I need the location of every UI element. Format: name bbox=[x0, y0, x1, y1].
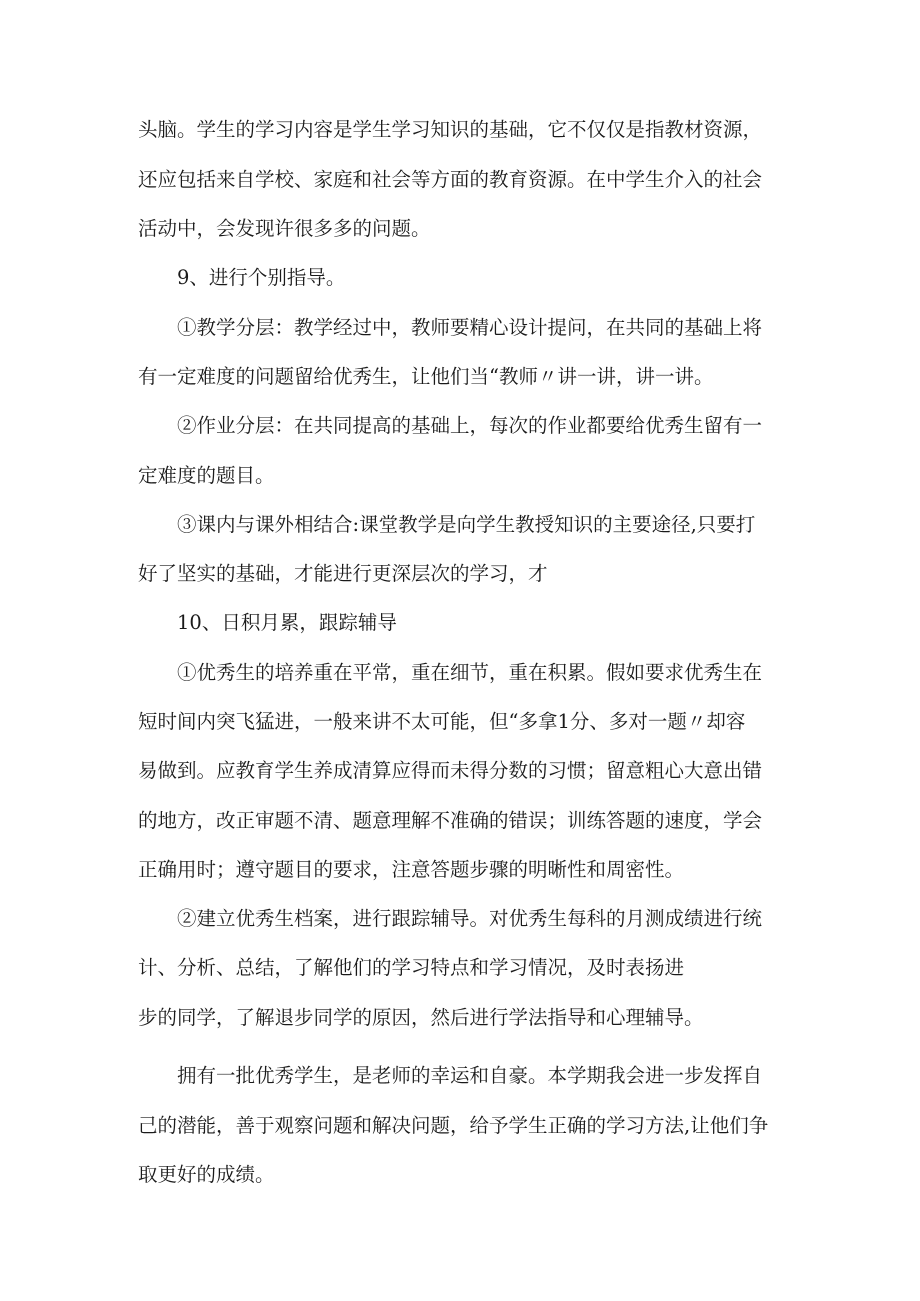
text-line: 步的同学，了解退步同学的原因，然后进行学法指导和心理辅导。 bbox=[138, 1006, 704, 1029]
text-line: 头脑。学生的学习内容是学生学习知识的基础，它不仅仅是指教材资源， bbox=[138, 118, 763, 141]
text-line: 活动中，会发现许很多多的问题。 bbox=[138, 217, 431, 240]
text-line: 还应包括来自学校、家庭和社会等方面的教育资源。在中学生介入的社会 bbox=[138, 168, 763, 191]
text-line: 己的潜能，善于观察问题和解决问题，给予学生正确的学习方法,让他们争 bbox=[138, 1114, 769, 1137]
text-line: ②建立优秀生档案，进行跟踪辅导。对优秀生每科的月测成绩进行统 bbox=[177, 907, 763, 930]
text-line: ③课内与课外相结合:课堂教学是向学生教授知识的主要途径,只要打 bbox=[177, 513, 756, 536]
section-heading-10: 10、日积月累，跟踪辅导 bbox=[177, 611, 397, 634]
text-line: 正确用时；遵守题目的要求，注意答题步骤的明晰性和周密性。 bbox=[138, 858, 685, 881]
text-line: ①教学分层：教学经过中，教师要精心设计提问，在共同的基础上将 bbox=[177, 316, 763, 339]
text-line: ①优秀生的培养重在平常，重在细节，重在积累。假如要求优秀生在 bbox=[177, 661, 763, 684]
text-line: 定难度的题目。 bbox=[138, 464, 275, 487]
text-line: 有一定难度的问题留给优秀生，让他们当“教师〃讲一讲，讲一讲。 bbox=[138, 365, 714, 388]
text-line: 好了坚实的基础，才能进行更深层次的学习，才 bbox=[138, 562, 548, 585]
text-line: 易做到。应教育学生养成清算应得而未得分数的习惯；留意粗心大意出错 bbox=[138, 759, 763, 782]
section-heading-9: 9、进行个别指导。 bbox=[177, 266, 346, 289]
text-line: 的地方，改正审题不清、题意理解不准确的错误；训练答题的速度，学会 bbox=[138, 809, 763, 832]
text-line: 取更好的成绩。 bbox=[138, 1163, 275, 1186]
text-line: 短时间内突飞猛进，一般来讲不太可能，但“多拿1分、多对一题〃却容 bbox=[138, 710, 746, 733]
text-line: 拥有一批优秀学生，是老师的幸运和自豪。本学期我会进一步发挥自 bbox=[177, 1064, 763, 1087]
text-line: 计、分析、总结，了解他们的学习特点和学习情况，及时表扬进 bbox=[138, 956, 685, 979]
text-line: ②作业分层：在共同提高的基础上，每次的作业都要给优秀生留有一 bbox=[177, 414, 763, 437]
